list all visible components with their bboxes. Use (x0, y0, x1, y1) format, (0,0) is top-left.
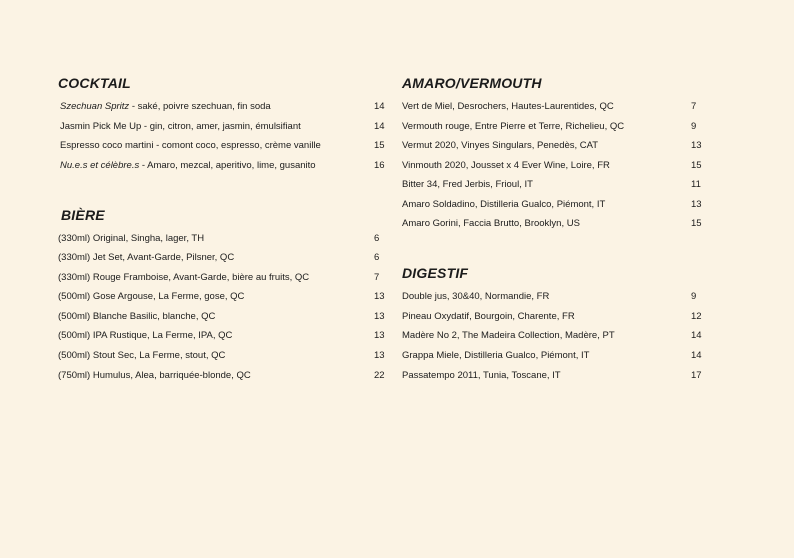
menu-item: Double jus, 30&40, Normandie, FR (402, 291, 550, 302)
menu-item: (330ml) Original, Singha, lager, TH (58, 233, 205, 244)
section-title-biere: BIÈRE (61, 207, 105, 223)
item-price: 14 (691, 330, 702, 341)
item-price: 9 (691, 121, 697, 132)
menu-item: (330ml) Rouge Framboise, Avant-Garde, bière au fruits, QC (58, 272, 310, 283)
item-price: 6 (374, 252, 380, 263)
menu-item: Bitter 34, Fred Jerbis, Frioul, IT (402, 179, 533, 190)
menu-item (60, 101, 271, 113)
item-price: 11 (691, 179, 701, 190)
menu-item: Vermouth rouge, Entre Pierre et Terre, Richelieu, QC (402, 121, 625, 132)
menu-item: (500ml) IPA Rustique, La Ferme, IPA, QC (58, 330, 233, 341)
item-price: 12 (691, 311, 702, 322)
item-price: 15 (691, 160, 702, 171)
menu-item (60, 121, 301, 133)
item-price: 14 (374, 121, 385, 132)
item-price: 14 (691, 350, 702, 361)
item-price: 16 (374, 160, 385, 171)
section-title-cocktail: COCKTAIL (58, 75, 131, 91)
item-description: - saké, poivre szechuan, fin soda (129, 101, 271, 112)
item-price: 7 (374, 272, 380, 283)
item-price: 22 (374, 370, 385, 381)
menu-item: Madère No 2, The Madeira Collection, Madère, PT (402, 330, 615, 341)
item-name: Nu.e.s et célèbre.s (60, 160, 140, 171)
item-price: 13 (374, 311, 385, 322)
menu-item: Grappa Miele, Distilleria Gualco, Piémont, IT (402, 350, 590, 361)
menu-item: Pineau Oxydatif, Bourgoin, Charente, FR (402, 311, 575, 322)
menu-item: Vinmouth 2020, Jousset x 4 Ever Wine, Loire, FR (402, 160, 610, 171)
menu-item: Vert de Miel, Desrochers, Hautes-Laurentides, QC (402, 101, 614, 112)
menu-item: (330ml) Jet Set, Avant-Garde, Pilsner, QC (58, 252, 235, 263)
menu-item: Passatempo 2011, Tunia, Toscane, IT (402, 370, 561, 381)
item-price: 7 (691, 101, 697, 112)
menu-item: (500ml) Gose Argouse, La Ferme, gose, QC (58, 291, 245, 302)
item-price: 6 (374, 233, 380, 244)
item-description: - Amaro, mezcal, aperitivo, lime, gusanito (139, 160, 316, 171)
item-price: 13 (691, 140, 702, 151)
menu-item (60, 160, 316, 172)
item-description: Espresso coco martini - comont coco, espresso, crème vanille (60, 140, 321, 151)
menu-item: Vermut 2020, Vinyes Singulars, Penedès, CAT (402, 140, 599, 151)
item-price: 15 (374, 140, 385, 151)
section-title-amaro-vermouth: AMARO/VERMOUTH (402, 75, 542, 91)
item-price: 13 (374, 330, 385, 341)
item-price: 13 (691, 199, 702, 210)
item-price: 13 (374, 291, 385, 302)
item-description: Jasmin Pick Me Up - gin, citron, amer, jasmin, émulsifiant (60, 121, 301, 132)
section-title-digestif: DIGESTIF (402, 265, 469, 281)
item-name: Szechuan Spritz (60, 101, 130, 112)
menu-item: (500ml) Stout Sec, La Ferme, stout, QC (58, 350, 226, 361)
menu-item: (750ml) Humulus, Alea, barriquée-blonde, QC (58, 370, 251, 381)
item-price: 14 (374, 101, 385, 112)
item-price: 9 (691, 291, 697, 302)
menu-item: Amaro Soldadino, Distilleria Gualco, Piémont, IT (402, 199, 606, 210)
menu-item: (500ml) Blanche Basilic, blanche, QC (58, 311, 216, 322)
menu-item (60, 140, 321, 152)
item-price: 13 (374, 350, 385, 361)
menu-item: Amaro Gorini, Faccia Brutto, Brooklyn, US (402, 218, 580, 229)
item-price: 17 (691, 370, 702, 381)
item-price: 15 (691, 218, 702, 229)
